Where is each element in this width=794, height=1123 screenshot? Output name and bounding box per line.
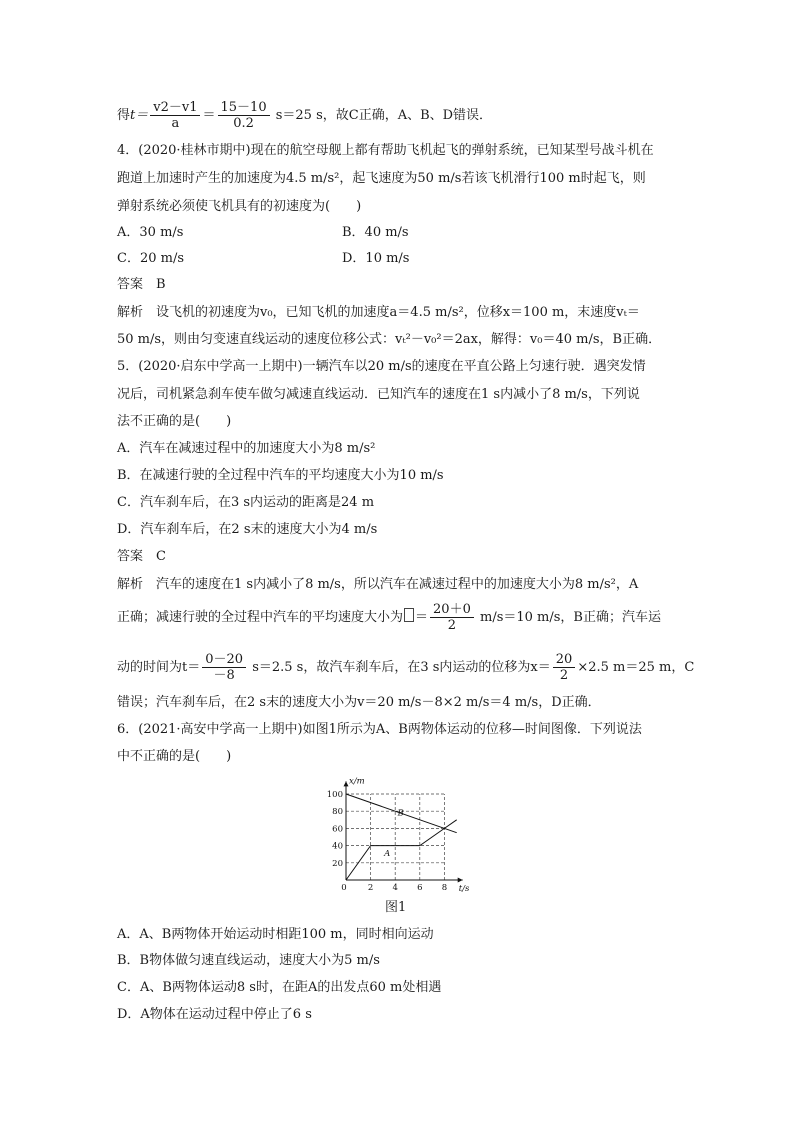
q3-tail-t: t＝: [130, 108, 149, 123]
q5-option-c[interactable]: C．汽车刹车后，在3 s内运动的距离是24 m: [117, 495, 375, 510]
q5-frac-time: [202, 652, 246, 683]
q5-analysis-2-eq: ＝: [415, 610, 429, 625]
q5-frac-time-num: 0－20: [202, 652, 246, 668]
q4-option-c[interactable]: C．20 m/s: [117, 251, 184, 266]
series-label-a: A: [384, 848, 391, 859]
axes-layer: [344, 781, 463, 882]
x-tick-label-4: 4: [392, 883, 398, 892]
q4-stem-line-2: 跑道上加速时产生的加速度为4.5 m/s²，起飞速度为50 m/s若该飞机滑行100 m时起飞，则: [117, 171, 646, 186]
q5-analysis-2-post: m/s＝10 m/s，B正确；汽车运: [475, 610, 661, 625]
q3-frac-2-den: 0.2: [233, 116, 254, 131]
q4-stem-line-3: 弹射系统必须使飞机具有的初速度为( ): [117, 199, 362, 214]
q4-option-d[interactable]: D．10 m/s: [342, 251, 410, 266]
q5-option-a[interactable]: A．汽车在减速过程中的加速度大小为8 m/s²: [117, 441, 376, 456]
x-axis-label: t/s: [458, 884, 470, 892]
q4-answer: 答案 B: [117, 277, 166, 292]
q4-analysis-line-1: 解析 设飞机的初速度为v₀，已知飞机的加速度a＝4.5 m/s²，位移x＝100 m，末速度vₜ＝: [117, 305, 640, 320]
x-axis-arrow: [458, 878, 463, 883]
q6-option-d[interactable]: D．A物体在运动过程中停止了6 s: [117, 1007, 312, 1022]
q5-option-b[interactable]: B．在减速行驶的全过程中汽车的平均速度大小为10 m/s: [117, 468, 444, 483]
q5-frac-avg: [430, 602, 474, 633]
q6-stem-line-2: 中不正确的是( ): [117, 749, 232, 764]
q5-stem-line-2: 况后，司机紧急刹车使车做匀减速直线运动．已知汽车的速度在1 s内减小了8 m/s，下列说: [117, 387, 640, 402]
figure-caption: 图1: [385, 900, 407, 915]
q6-option-b[interactable]: B．B物体做匀速直线运动，速度大小为5 m/s: [117, 953, 380, 968]
q4-option-b[interactable]: B．40 m/s: [342, 225, 409, 240]
y-tick-label-100: 100: [326, 790, 343, 800]
q5-stem-line-3: 法不正确的是( ): [117, 414, 232, 429]
q6-stem-line-1: 6．(2021·高安中学高一上期中)如图1所示为A、B两物体运动的位移—时间图像．下列说法: [117, 722, 642, 737]
y-axis-label: x/m: [349, 776, 365, 787]
missing-glyph-box: [404, 608, 414, 622]
q5-analysis-line-4: 错误；汽车刹车后，在2 s末的速度大小为v＝20 m/s－8×2 m/s＝4 m/s，D正确．: [117, 695, 601, 710]
y-tick-label-20: 20: [332, 858, 343, 869]
q5-analysis-line-2: [117, 602, 661, 633]
x-tick-label-2: 2: [367, 883, 374, 892]
q5-answer: 答案 C: [117, 549, 166, 564]
q5-analysis-3-pre: 动的时间为t＝: [117, 660, 201, 675]
q3-frac-2-num: 15－10: [218, 100, 270, 116]
x-tick-label-6: 6: [417, 883, 423, 892]
q5-frac-disp-num: 20: [553, 652, 576, 668]
q3-frac-1-den: a: [171, 116, 180, 131]
q3-tail-pre: 得: [117, 108, 131, 123]
series-line-a-extension: [444, 820, 456, 829]
y-tick-label-40: 40: [332, 841, 343, 852]
q5-analysis-3-mid: s＝2.5 s，故汽车刹车后，在3 s内运动的位移为x＝: [248, 660, 551, 675]
q3-frac-2: [218, 100, 270, 131]
q5-frac-disp-den: 2: [559, 668, 569, 683]
y-tick-label-60: 60: [332, 824, 343, 835]
q5-stem-line-1: 5．(2020·启东中学高一上期中)一辆汽车以20 m/s的速度在平直公路上匀速行驶．遇突发情: [117, 359, 646, 374]
q4-analysis-line-2: 50 m/s，则由匀变速直线运动的速度位移公式：vₜ²－v₀²＝2ax，解得：v₀＝40 m/s，B正确．: [117, 332, 662, 347]
q3-frac-1-num: v2－v1: [150, 100, 200, 116]
q5-analysis-3-post: ×2.5 m＝25 m，C: [577, 660, 695, 675]
q5-analysis-line-3: [117, 652, 694, 683]
y-axis-arrow: [344, 781, 349, 786]
q5-frac-avg-den: 2: [447, 618, 457, 633]
q5-frac-avg-num: 20＋0: [430, 602, 474, 618]
series-label-b: B: [397, 808, 404, 819]
y-tick-label-80: 80: [332, 807, 343, 818]
q4-option-a[interactable]: A．30 m/s: [117, 225, 184, 240]
q5-option-d[interactable]: D．汽车刹车后，在2 s末的速度大小为4 m/s: [117, 522, 378, 537]
x-tick-label-8: 8: [441, 883, 448, 892]
x-tick-label-0: 0: [341, 883, 347, 892]
q3-frac-1: [150, 100, 200, 131]
series-layer: [346, 794, 457, 880]
q3-tail-eq: ＝: [202, 108, 216, 123]
q3-tail-line: [117, 100, 492, 131]
q5-frac-time-den: －8: [213, 668, 235, 683]
grid-layer: [346, 794, 444, 880]
q5-analysis-2-pre: 正确；减速行驶的全过程中汽车的平均速度大小为: [117, 610, 404, 625]
q5-frac-disp: [553, 652, 576, 683]
q6-option-a[interactable]: A．A、B两物体开始运动时相距100 m，同时相向运动: [117, 927, 434, 942]
position-time-chart: [318, 772, 478, 892]
q6-option-c[interactable]: C．A、B两物体运动8 s时，在距A的出发点60 m处相遇: [117, 980, 442, 995]
q3-tail-post: s＝25 s，故C正确，A、B、D错误．: [271, 108, 493, 123]
q5-analysis-line-1: 解析 汽车的速度在1 s内减小了8 m/s，所以汽车在减速过程中的加速度大小为8 m/s²，A: [117, 577, 639, 592]
q4-stem-line-1: 4．(2020·桂林市期中)现在的航空母舰上都有帮助飞机起飞的弹射系统，已知某型号战斗机在: [117, 143, 654, 158]
